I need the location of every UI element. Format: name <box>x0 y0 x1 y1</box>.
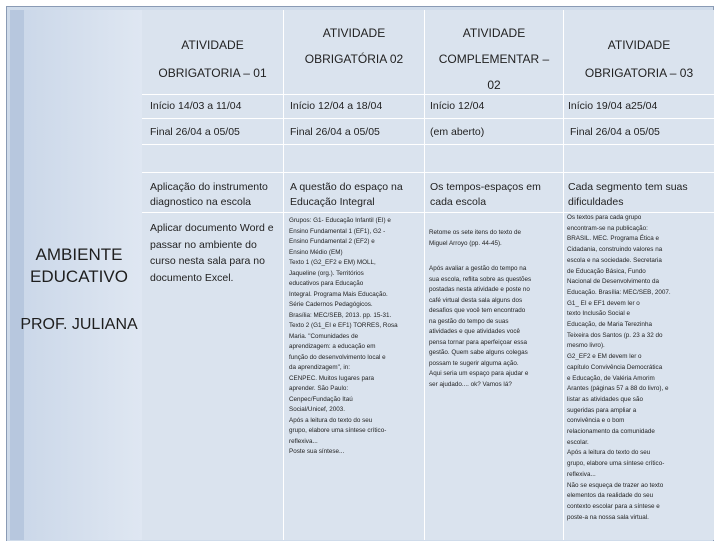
row-divider <box>142 94 714 95</box>
end-date: Final 26/04 a 05/05 <box>150 126 240 138</box>
header-activity-3: ATIVIDADE COMPLEMENTAR – 02 <box>438 26 550 92</box>
header-activity-1: ATIVIDADE OBRIGATORIA – 01 <box>158 38 267 80</box>
activity-description: Os textos para cada grupo encontram-se na publicação: BRASIL. MEC. Programa Ética e Cidadania, construindo valores na escola e na sociedade. Secretaria de Educação Básica, Fundo Nacional de Desenvolvimento da Educação. Brasília: MEC/SEB, 2007. G1_ EI e EF1 devem ler o texto Inclusão Social e Educação, de Maria Terezinha Teixeira dos Santos (p. 23 a 32 do mesmo livro). G2_EF2 e EM devem ler o capítulo Convivência Democrática e Educação, de Valéria Amorim Arantes (páginas 57 a 88 do livro), e listar as atividades que são sugeridas para ampliar a convivência e o bom relacionamento da comunidade escolar. Após a leitura do texto do seu grupo, elabore uma síntese crítico- reflexiva... Não se esqueça de trazer ao texto elementos da realidade do seu contexto escolar para a síntese e poste-a na nossa sala virtual. <box>567 214 671 521</box>
row-divider <box>142 144 714 145</box>
activity-description: Aplicar documento Word e passar no ambiente do curso nesta sala para no documento Excel. <box>150 222 274 284</box>
end-date: Final 26/04 a 05/05 <box>570 126 660 138</box>
end-date: Final 26/04 a 05/05 <box>290 126 380 138</box>
activity-theme: Os tempos-espaços em cada escola <box>430 181 541 208</box>
start-date: Início 14/03 a 11/04 <box>150 100 242 112</box>
teacher-label: PROF. JULIANA <box>20 316 138 333</box>
activity-theme: Aplicação do instrumento diagnostico na escola <box>150 181 268 208</box>
activity-theme: A questão do espaço na Educação Integral <box>290 181 403 208</box>
activity-description: Retome os sete itens do texto de Miguel Arroyo (pp. 44-45). <box>429 229 522 247</box>
start-date: Início 12/04 a 18/04 <box>290 100 383 112</box>
header-activity-4: ATIVIDADE OBRIGATORIA – 03 <box>584 38 694 80</box>
column-divider <box>283 10 284 540</box>
end-date: (em aberto) <box>430 126 485 138</box>
column-divider <box>563 10 564 540</box>
section-label: AMBIENTE EDUCATIVO <box>30 245 128 286</box>
activity-description: Após avaliar a gestão do tempo na sua escola, reflita sobre as questões postadas nesta atividade e poste no café virtual desta sala alguns dos desafios que você tem encontrado na gestão do tempo de suas atividades e que atividades você pensa tornar para aperfeiçoar essa gestão. Quem sabe alguns colegas possam te sugerir alguma ação. Aqui seria um espaço para ajudar e ser ajudado.... ok? Vamos lá? <box>429 265 532 388</box>
activity-theme: Cada segmento tem suas dificuldades <box>568 181 688 208</box>
row-divider <box>142 172 714 173</box>
header-activity-2: ATIVIDADE OBRIGATÓRIA 02 <box>304 26 404 66</box>
start-date: Início 12/04 <box>430 100 485 112</box>
start-date: Início 19/04 a25/04 <box>568 100 658 112</box>
activity-description: Grupos: G1- Educação Infantil (EI) e Ensino Fundamental 1 (EF1), G2 - Ensino Fundamental 2 (EF2) e Ensino Médio (EM) Texto 1 (G2_EF2 e EM) MOLL, Jaqueline (org.). Territórios educativos para Educação Integral. Programa Mais Educação. Série Cadernos Pedagógicos. Brasília: MEC/SEB, 2013. pp. 15-31. Texto 2 (G1_EI e EF1) TORRES, Rosa Maria. "Comunidades de aprendizagem: a educação em função do desenvolvimento local e da aprendizagem", in: CENPEC. Muitos lugares para aprender. São Paulo: Cenpec/Fundação Itaú Social/Unicef, 2003. Após a leitura do texto do seu grupo, elabore uma síntese crítico- reflexiva... Poste sua síntese... <box>289 217 398 455</box>
row-divider <box>142 118 714 119</box>
